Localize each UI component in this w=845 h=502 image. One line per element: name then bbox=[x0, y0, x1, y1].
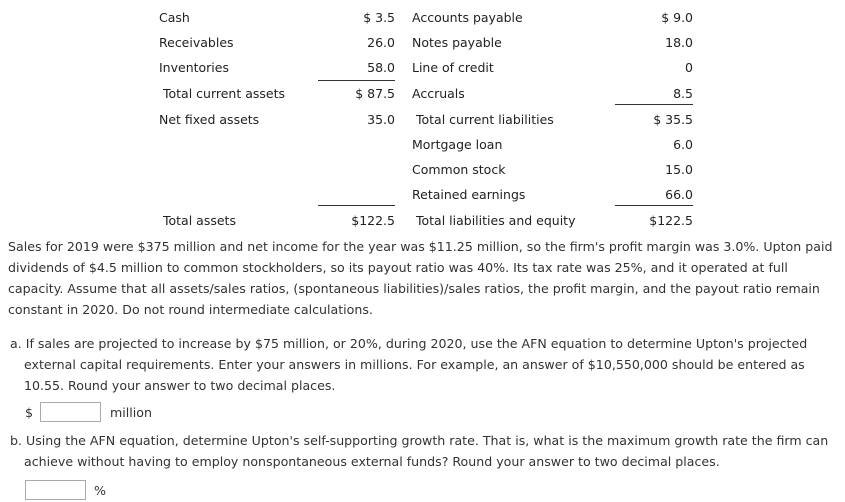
asset-label-net-fixed: Net fixed assets bbox=[159, 112, 260, 127]
total-liab-value: $122.5 bbox=[649, 213, 693, 228]
liab-value-common-stock: 15.0 bbox=[665, 162, 693, 177]
asset-value-receivables: 26.0 bbox=[367, 35, 395, 50]
liab-total-rule bbox=[615, 205, 693, 206]
problem-description: Sales for 2019 were $375 million and net income for the year was $11.25 million, so the firm's profit margin was 3.0%. Upton paid dividends of $4.5 million to common stockholders, so its payout ratio was 40%. Its tax rate was 25%, and it operated at full capacity. Assume that all assets/sales ratios, (spontaneous liabilities)/sales ratios, the profit margin, and the payout ratio remain constant in 2020. Do not round intermediate calculations. bbox=[8, 239, 833, 317]
assets-total-rule bbox=[318, 205, 395, 206]
question-a bbox=[10, 333, 840, 396]
question-a-unit-suffix: million bbox=[110, 405, 152, 420]
afn-answer-input[interactable] bbox=[40, 402, 101, 422]
question-b-percent-suffix: % bbox=[94, 483, 106, 498]
liab-value-retained-earnings: 66.0 bbox=[665, 187, 693, 202]
asset-value-inventories: 58.0 bbox=[367, 60, 395, 75]
liab-value-mortgage: 6.0 bbox=[673, 137, 693, 152]
asset-label-receivables: Receivables bbox=[159, 35, 234, 50]
liab-value-accounts-payable: $ 9.0 bbox=[661, 10, 693, 25]
total-liab-label: Total liabilities and equity bbox=[416, 213, 576, 228]
liab-value-notes-payable: 18.0 bbox=[665, 35, 693, 50]
asset-label-inventories: Inventories bbox=[159, 60, 229, 75]
question-b-text: b. Using the AFN equation, determine Upton's self-supporting growth rate. That is, what is the maximum growth rate the firm can achieve without having to employ nonspontaneous external funds? Round your answer to two decimal places. bbox=[10, 433, 829, 469]
asset-value-total-current: $ 87.5 bbox=[355, 86, 395, 101]
asset-value-cash: $ 3.5 bbox=[363, 10, 395, 25]
asset-label-total-current: Total current assets bbox=[163, 86, 286, 101]
total-assets-value: $122.5 bbox=[351, 213, 395, 228]
growth-rate-input[interactable] bbox=[25, 480, 86, 500]
asset-value-net-fixed: 35.0 bbox=[367, 112, 395, 127]
assets-subtotal-rule bbox=[318, 80, 395, 81]
liab-label-accruals: Accruals bbox=[412, 86, 465, 101]
liab-label-common-stock: Common stock bbox=[412, 162, 506, 177]
question-a-dollar-prefix: $ bbox=[25, 405, 34, 420]
liab-label-accounts-payable: Accounts payable bbox=[412, 10, 523, 25]
liab-value-line-of-credit: 0 bbox=[685, 60, 693, 75]
liab-label-notes-payable: Notes payable bbox=[412, 35, 502, 50]
liab-label-total-current: Total current liabilities bbox=[416, 112, 554, 127]
liab-label-mortgage: Mortgage loan bbox=[412, 137, 503, 152]
liab-value-accruals: 8.5 bbox=[673, 86, 693, 101]
liab-value-total-current: $ 35.5 bbox=[653, 112, 693, 127]
asset-label-cash: Cash bbox=[159, 10, 190, 25]
liab-label-retained-earnings: Retained earnings bbox=[412, 187, 526, 202]
question-b bbox=[10, 430, 840, 472]
liab-label-line-of-credit: Line of credit bbox=[412, 60, 494, 75]
question-a-text: a. If sales are projected to increase by $75 million, or 20%, during 2020, use the AFN equation to determine Upton's projected external capital requirements. Enter your answers in millions. For example, an answer of $10,550,000 should be entered as 10.55. Round your answer to two decimal places. bbox=[10, 336, 808, 393]
total-assets-label: Total assets bbox=[163, 213, 236, 228]
liab-subtotal-rule bbox=[615, 104, 693, 105]
